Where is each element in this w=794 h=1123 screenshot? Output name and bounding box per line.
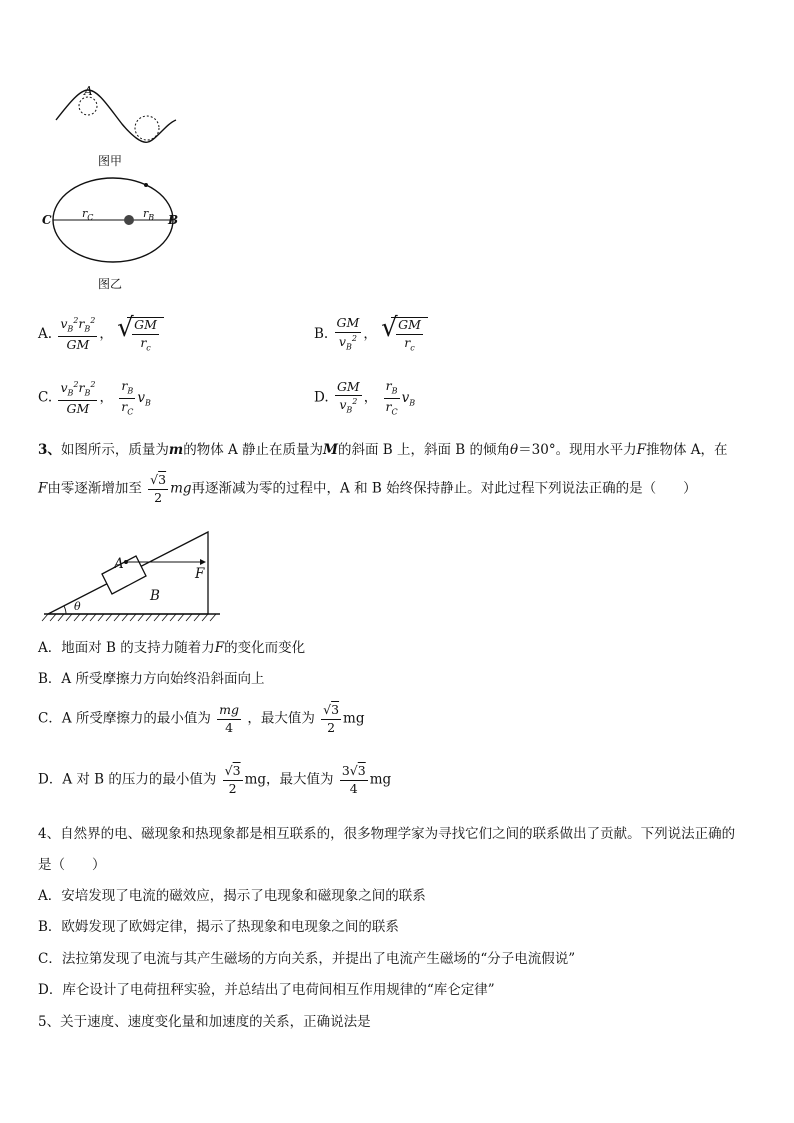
q3-option-B[interactable]: B．A 所受摩擦力方向始终沿斜面向上 xyxy=(38,671,265,687)
q4-option-B[interactable]: B．欧姆发现了欧姆定律，揭示了热现象和电现象之间的联系 xyxy=(38,919,399,935)
central-body xyxy=(124,215,134,225)
label-C: C xyxy=(42,213,52,227)
q2-option-A[interactable]: A. $\frac{v_B^2r_B^2}{GM}$ ， √ $\frac{GM}{r_c}$ xyxy=(38,317,164,352)
label-A-jia: A xyxy=(84,84,93,98)
frac-GM-over-vB2: $\frac{GM}{v_B^2}$ xyxy=(336,315,360,352)
ball-bottom-dashed xyxy=(135,116,159,140)
q4-option-A[interactable]: A．安培发现了电流的磁效应，揭示了电现象和磁现象之间的联系 xyxy=(38,888,426,904)
frac-vB2rB2-over-GM: $\frac{v_B^2r_B^2}{GM}$ xyxy=(60,316,96,353)
satellite-dot xyxy=(144,183,148,187)
label-B: B xyxy=(168,213,179,227)
caption-yi: 图乙 xyxy=(98,277,123,291)
q2-option-C[interactable]: C. $\frac{v_B^2r_B^2}{GM}$ ， $\frac{r_B}{r_C}$ $v_B$ xyxy=(38,378,151,416)
figure-yi xyxy=(50,172,180,272)
q4-option-C[interactable]: C．法拉第发现了电流与其产生磁场的方向关系，并提出了电流产生磁场的“分子电流假说” xyxy=(38,951,576,967)
figure-jia xyxy=(50,84,190,150)
wave-curve xyxy=(56,90,176,142)
q3-option-A[interactable]: A．地面对 B 的支持力随着力F的变化而变化 xyxy=(38,640,306,656)
angle-arc xyxy=(64,606,66,614)
sqrt-GM-over-rc-b: √ $\frac{GM}{r_c}$ xyxy=(381,317,428,352)
ball-top-dashed xyxy=(79,97,97,115)
q4-stem-line1: 4、自然界的电、磁现象和热现象都是相互联系的，很多物理学家为寻找它们之间的联系做出了贡献。下列说法正确的 xyxy=(38,826,736,842)
label-rC: $r_C$ xyxy=(82,207,94,223)
q3-stem-line2: F由零逐渐增加至 $\frac{√3}{2}$ mg再逐渐减为零的过程中，A 和 B 始终保持静止。对此过程下列说法正确的是（ ） xyxy=(38,472,697,505)
q3-stem-line1: 3、如图所示，质量为m的物体 A 静止在质量为M的斜面 B 上，斜面 B 的倾角θ＝30°。现用水平力F推物体 A，在 xyxy=(38,442,728,458)
incline-label-A: A xyxy=(114,556,124,572)
label-rB: $r_B$ xyxy=(143,207,155,223)
q4-option-D[interactable]: D．库仑设计了电荷扭秤实验，并总结出了电荷间相互作用规律的“库仑定律” xyxy=(38,982,495,998)
sqrt-GM-over-rc: √ $\frac{GM}{r_c}$ xyxy=(117,317,164,352)
q4-stem-line2: 是（ ） xyxy=(38,857,106,873)
q3-option-D[interactable]: D．A 对 B 的压力的最小值为 $\frac{√3}{2}$ mg，最大值为 $\frac{3√3}{4}$ mg xyxy=(38,763,392,796)
q3-option-C[interactable]: C．A 所受摩擦力的最小值为 $\frac{mg}{4}$ ，最大值为 $\frac{√3}{2}$ mg xyxy=(38,702,365,735)
arrow-head xyxy=(200,559,206,565)
incline-label-F: F xyxy=(195,566,205,582)
q2-option-B[interactable]: B. $\frac{GM}{v_B^2}$ ， √ $\frac{GM}{r_c}$ xyxy=(314,317,428,352)
q2-option-D[interactable]: D. $\frac{GM}{v_B^2}$ ， $\frac{r_B}{r_C}$ $v_B$ xyxy=(314,378,416,416)
q5-stem-line1: 5、关于速度、速度变化量和加速度的关系，正确说法是 xyxy=(38,1014,371,1030)
incline-label-theta: θ xyxy=(74,600,81,613)
caption-jia: 图甲 xyxy=(98,154,123,168)
incline-label-B: B xyxy=(150,588,160,604)
frac-sqrt3-over-2: $\frac{√3}{2}$ xyxy=(150,472,167,505)
ground-hatch xyxy=(42,614,216,621)
